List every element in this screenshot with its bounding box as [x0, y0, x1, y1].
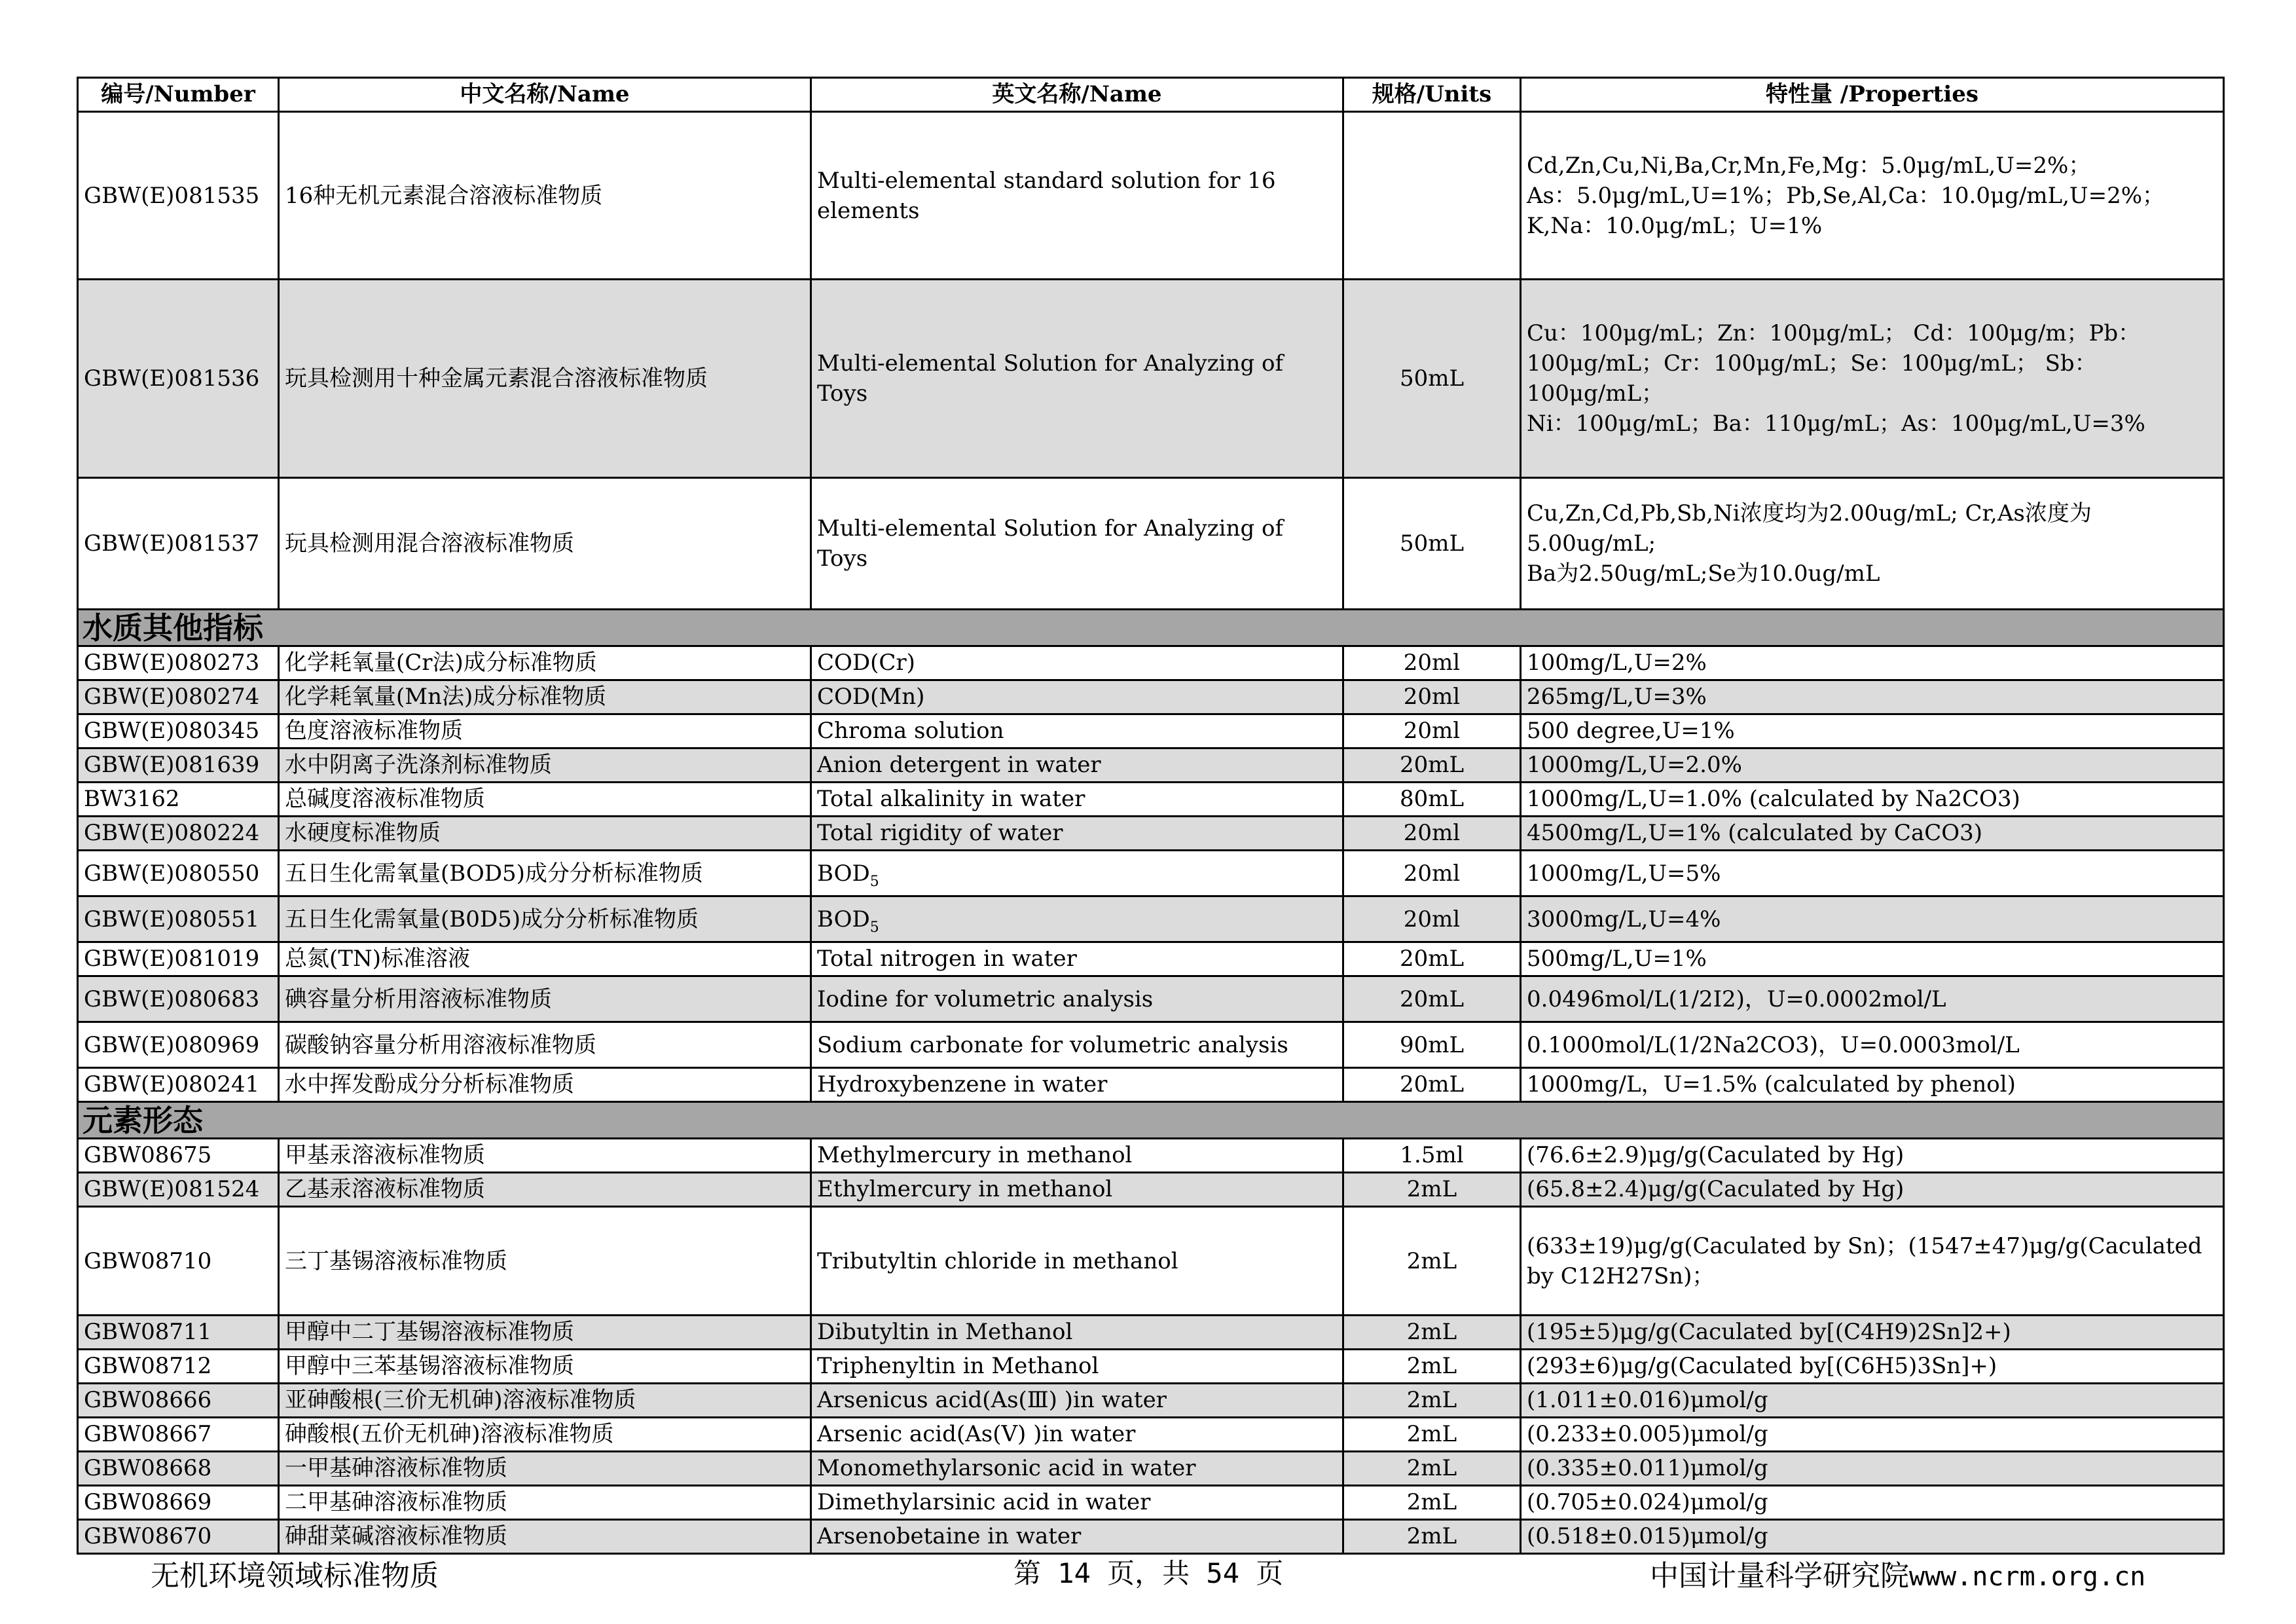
- cell-english-name: Arsenic acid(As(Ⅴ) )in water: [811, 1418, 1343, 1452]
- cell-properties: 4500mg/L,U=1% (calculated by CaCO3): [1521, 817, 2224, 851]
- table-row: [78, 748, 2224, 783]
- table-row: [78, 646, 2224, 680]
- english-name-subscript: 5: [869, 919, 879, 936]
- cell-properties: (0.705±0.024)μmol/g: [1521, 1486, 2224, 1520]
- cell-units: 20ml: [1343, 896, 1521, 942]
- cell-number: GBW(E)081535: [78, 112, 279, 280]
- table-row: [78, 1520, 2224, 1554]
- cell-units: 20mL: [1343, 942, 1521, 976]
- cell-properties: 1000mg/L，U=1.5% (calculated by phenol): [1521, 1068, 2224, 1102]
- table-body: [78, 112, 2224, 1554]
- cell-number: GBW08711: [78, 1316, 279, 1350]
- cell-chinese-name: 二甲基砷溶液标准物质: [279, 1486, 811, 1520]
- cell-properties: 500mg/L,U=1%: [1521, 942, 2224, 976]
- cell-english-name: [811, 851, 1343, 896]
- cell-number: GBW08670: [78, 1520, 279, 1554]
- cell-units: 20ml: [1343, 714, 1521, 748]
- cell-properties: Cu：100μg/mL；Zn：100μg/mL； Cd：100μg/m；Pb：100μg/mL；Cr：100μg/mL；Se：100μg/mL； Sb：100μg/mL； Ni：100μg/mL；Ba：110μg/mL；As：100μg/mL,U=3%: [1521, 280, 2224, 478]
- table-row: [78, 851, 2224, 896]
- cell-english-name: Arsenicus acid(As(Ⅲ) )in water: [811, 1384, 1343, 1418]
- header-units: 规格/Units: [1343, 78, 1521, 112]
- cell-units: 20mL: [1343, 748, 1521, 783]
- cell-english-name: Dibutyltin in Methanol: [811, 1316, 1343, 1350]
- cell-number: GBW(E)081537: [78, 478, 279, 610]
- cell-number: BW3162: [78, 783, 279, 817]
- cell-properties: (633±19)μg/g(Caculated by Sn)；(1547±47)μg/g(Caculated by C12H27Sn)；: [1521, 1207, 2224, 1316]
- cell-units: 2mL: [1343, 1207, 1521, 1316]
- cell-units: 2mL: [1343, 1316, 1521, 1350]
- cell-units: 90mL: [1343, 1022, 1521, 1068]
- english-name-text: BOD: [817, 906, 870, 932]
- cell-chinese-name: 乙基汞溶液标准物质: [279, 1173, 811, 1207]
- cell-chinese-name: 一甲基砷溶液标准物质: [279, 1452, 811, 1486]
- table-row: [78, 942, 2224, 976]
- header-row: [78, 78, 2224, 112]
- cell-number: GBW08668: [78, 1452, 279, 1486]
- section-header-row: [78, 1102, 2224, 1139]
- cell-units: 20ml: [1343, 851, 1521, 896]
- cell-number: GBW08669: [78, 1486, 279, 1520]
- cell-chinese-name: 总氮(TN)标准溶液: [279, 942, 811, 976]
- cell-number: GBW(E)080224: [78, 817, 279, 851]
- footer-page-number: 第 14 页，共 54 页: [1013, 1557, 1284, 1589]
- cell-english-name: Total rigidity of water: [811, 817, 1343, 851]
- english-name-subscript: 5: [869, 873, 879, 890]
- cell-number: GBW(E)080550: [78, 851, 279, 896]
- cell-english-name: COD(Mn): [811, 680, 1343, 714]
- cell-properties: 265mg/L,U=3%: [1521, 680, 2224, 714]
- footer-institute: [1650, 1552, 2145, 1594]
- cell-chinese-name: 水硬度标准物质: [279, 817, 811, 851]
- cell-properties: 1000mg/L,U=2.0%: [1521, 748, 2224, 783]
- table-row: [78, 714, 2224, 748]
- cell-properties: (0.518±0.015)μmol/g: [1521, 1520, 2224, 1554]
- cell-chinese-name: 亚砷酸根(三价无机砷)溶液标准物质: [279, 1384, 811, 1418]
- cell-chinese-name: 甲基汞溶液标准物质: [279, 1139, 811, 1173]
- cell-properties: 0.0496mol/L(1/2I2)，U=0.0002mol/L: [1521, 976, 2224, 1022]
- cell-english-name: Hydroxybenzene in water: [811, 1068, 1343, 1102]
- table-row: [78, 1316, 2224, 1350]
- cell-english-name: Dimethylarsinic acid in water: [811, 1486, 1343, 1520]
- cell-units: 20mL: [1343, 976, 1521, 1022]
- footer-url: www.ncrm.org.cn: [1909, 1562, 2146, 1592]
- cell-number: GBW(E)081639: [78, 748, 279, 783]
- cell-units: 20ml: [1343, 817, 1521, 851]
- cell-properties: 0.1000mol/L(1/2Na2CO3)，U=0.0003mol/L: [1521, 1022, 2224, 1068]
- cell-number: GBW08712: [78, 1350, 279, 1384]
- cell-chinese-name: 三丁基锡溶液标准物质: [279, 1207, 811, 1316]
- cell-english-name: Total nitrogen in water: [811, 942, 1343, 976]
- cell-units: 20ml: [1343, 646, 1521, 680]
- table-row: [78, 1068, 2224, 1102]
- cell-chinese-name: 水中阴离子洗涤剂标准物质: [279, 748, 811, 783]
- cell-english-name: Sodium carbonate for volumetric analysis: [811, 1022, 1343, 1068]
- cell-english-name: COD(Cr): [811, 646, 1343, 680]
- footer-institute-name: 中国计量科学研究院: [1650, 1559, 1909, 1593]
- cell-chinese-name: 砷甜菜碱溶液标准物质: [279, 1520, 811, 1554]
- cell-units: 80mL: [1343, 783, 1521, 817]
- cell-number: GBW08675: [78, 1139, 279, 1173]
- cell-english-name: [811, 896, 1343, 942]
- cell-properties: 500 degree,U=1%: [1521, 714, 2224, 748]
- cell-chinese-name: 碘容量分析用溶液标准物质: [279, 976, 811, 1022]
- cell-properties: 3000mg/L,U=4%: [1521, 896, 2224, 942]
- cell-number: GBW08710: [78, 1207, 279, 1316]
- cell-number: GBW(E)081524: [78, 1173, 279, 1207]
- cell-english-name: Multi-elemental standard solution for 16 elements: [811, 112, 1343, 280]
- table-row: [78, 1350, 2224, 1384]
- cell-english-name: Anion detergent in water: [811, 748, 1343, 783]
- cell-number: GBW08667: [78, 1418, 279, 1452]
- table-row: [78, 1139, 2224, 1173]
- cell-chinese-name: 16种无机元素混合溶液标准物质: [279, 112, 811, 280]
- cell-chinese-name: 五日生化需氧量(BOD5)成分分析标准物质: [279, 851, 811, 896]
- cell-chinese-name: 色度溶液标准物质: [279, 714, 811, 748]
- cell-english-name: Methylmercury in methanol: [811, 1139, 1343, 1173]
- cell-units: 2mL: [1343, 1350, 1521, 1384]
- cell-english-name: Multi-elemental Solution for Analyzing of Toys: [811, 478, 1343, 610]
- cell-units: 2mL: [1343, 1418, 1521, 1452]
- table-row: [78, 817, 2224, 851]
- cell-units: [1343, 112, 1521, 280]
- cell-properties: (0.335±0.011)μmol/g: [1521, 1452, 2224, 1486]
- cell-number: GBW(E)080274: [78, 680, 279, 714]
- table-row: [78, 1418, 2224, 1452]
- table-row: [78, 783, 2224, 817]
- cell-units: 2mL: [1343, 1520, 1521, 1554]
- cell-properties: Cd,Zn,Cu,Ni,Ba,Cr,Mn,Fe,Mg：5.0μg/mL,U=2%； As：5.0μg/mL,U=1%；Pb,Se,Al,Ca：10.0μg/mL,U=2%； K,Na：10.0μg/mL；U=1%: [1521, 112, 2224, 280]
- cell-chinese-name: 碳酸钠容量分析用溶液标准物质: [279, 1022, 811, 1068]
- cell-properties: (195±5)μg/g(Caculated by[(C4H9)2Sn]2+): [1521, 1316, 2224, 1350]
- cell-chinese-name: 总碱度溶液标准物质: [279, 783, 811, 817]
- cell-units: 2mL: [1343, 1173, 1521, 1207]
- cell-properties: (65.8±2.4)μg/g(Caculated by Hg): [1521, 1173, 2224, 1207]
- cell-chinese-name: 化学耗氧量(Mn法)成分标准物质: [279, 680, 811, 714]
- cell-units: 20ml: [1343, 680, 1521, 714]
- cell-number: GBW(E)080551: [78, 896, 279, 942]
- cell-properties: Cu,Zn,Cd,Pb,Sb,Ni浓度均为2.00ug/mL; Cr,As浓度为5.00ug/mL; Ba为2.50ug/mL;Se为10.0ug/mL: [1521, 478, 2224, 610]
- cell-properties: (0.233±0.005)μmol/g: [1521, 1418, 2224, 1452]
- cell-number: GBW(E)081536: [78, 280, 279, 478]
- header-properties: 特性量 /Properties: [1521, 78, 2224, 112]
- cell-number: GBW(E)080273: [78, 646, 279, 680]
- cell-english-name: Ethylmercury in methanol: [811, 1173, 1343, 1207]
- table-row: [78, 1384, 2224, 1418]
- cell-chinese-name: 化学耗氧量(Cr法)成分标准物质: [279, 646, 811, 680]
- cell-units: 2mL: [1343, 1486, 1521, 1520]
- table-row: [78, 680, 2224, 714]
- cell-chinese-name: 砷酸根(五价无机砷)溶液标准物质: [279, 1418, 811, 1452]
- cell-number: GBW08666: [78, 1384, 279, 1418]
- section-title: 元素形态: [78, 1102, 2224, 1139]
- table-row: [78, 896, 2224, 942]
- cell-units: 2mL: [1343, 1452, 1521, 1486]
- cell-units: 2mL: [1343, 1384, 1521, 1418]
- footer-category: 无机环境领域标准物质: [151, 1559, 439, 1593]
- cell-chinese-name: 甲醇中三苯基锡溶液标准物质: [279, 1350, 811, 1384]
- cell-units: 50mL: [1343, 280, 1521, 478]
- cell-number: GBW(E)080683: [78, 976, 279, 1022]
- table-row: [78, 478, 2224, 610]
- cell-chinese-name: 甲醇中二丁基锡溶液标准物质: [279, 1316, 811, 1350]
- table-row: [78, 976, 2224, 1022]
- table-row: [78, 1452, 2224, 1486]
- cell-english-name: Multi-elemental Solution for Analyzing of Toys: [811, 280, 1343, 478]
- cell-chinese-name: 五日生化需氧量(B0D5)成分分析标准物质: [279, 896, 811, 942]
- cell-number: GBW(E)081019: [78, 942, 279, 976]
- cell-english-name: Monomethylarsonic acid in water: [811, 1452, 1343, 1486]
- cell-properties: (1.011±0.016)μmol/g: [1521, 1384, 2224, 1418]
- cell-properties: 1000mg/L,U=5%: [1521, 851, 2224, 896]
- table-row: [78, 1173, 2224, 1207]
- cell-chinese-name: 玩具检测用混合溶液标准物质: [279, 478, 811, 610]
- table-row: [78, 1486, 2224, 1520]
- cell-properties: 100mg/L,U=2%: [1521, 646, 2224, 680]
- header-chinese-name: 中文名称/Name: [279, 78, 811, 112]
- cell-english-name: Tributyltin chloride in methanol: [811, 1207, 1343, 1316]
- header-number: 编号/Number: [78, 78, 279, 112]
- cell-units: 1.5ml: [1343, 1139, 1521, 1173]
- cell-english-name: Arsenobetaine in water: [811, 1520, 1343, 1554]
- cell-units: 50mL: [1343, 478, 1521, 610]
- cell-english-name: Total alkalinity in water: [811, 783, 1343, 817]
- cell-english-name: Chroma solution: [811, 714, 1343, 748]
- cell-chinese-name: 玩具检测用十种金属元素混合溶液标准物质: [279, 280, 811, 478]
- cell-number: GBW(E)080241: [78, 1068, 279, 1102]
- header-english-name: 英文名称/Name: [811, 78, 1343, 112]
- cell-units: 20mL: [1343, 1068, 1521, 1102]
- cell-number: GBW(E)080969: [78, 1022, 279, 1068]
- cell-properties: (76.6±2.9)μg/g(Caculated by Hg): [1521, 1139, 2224, 1173]
- standard-materials-table: [77, 77, 2225, 1555]
- table-row: [78, 1022, 2224, 1068]
- table-row: [78, 280, 2224, 478]
- cell-properties: 1000mg/L,U=1.0% (calculated by Na2CO3): [1521, 783, 2224, 817]
- table-row: [78, 1207, 2224, 1316]
- cell-chinese-name: 水中挥发酚成分分析标准物质: [279, 1068, 811, 1102]
- section-header-row: [78, 610, 2224, 646]
- cell-english-name: Iodine for volumetric analysis: [811, 976, 1343, 1022]
- english-name-text: BOD: [817, 860, 870, 887]
- cell-number: GBW(E)080345: [78, 714, 279, 748]
- table-row: [78, 112, 2224, 280]
- cell-properties: (293±6)μg/g(Caculated by[(C6H5)3Sn]+): [1521, 1350, 2224, 1384]
- cell-english-name: Triphenyltin in Methanol: [811, 1350, 1343, 1384]
- section-title: 水质其他指标: [78, 610, 2224, 646]
